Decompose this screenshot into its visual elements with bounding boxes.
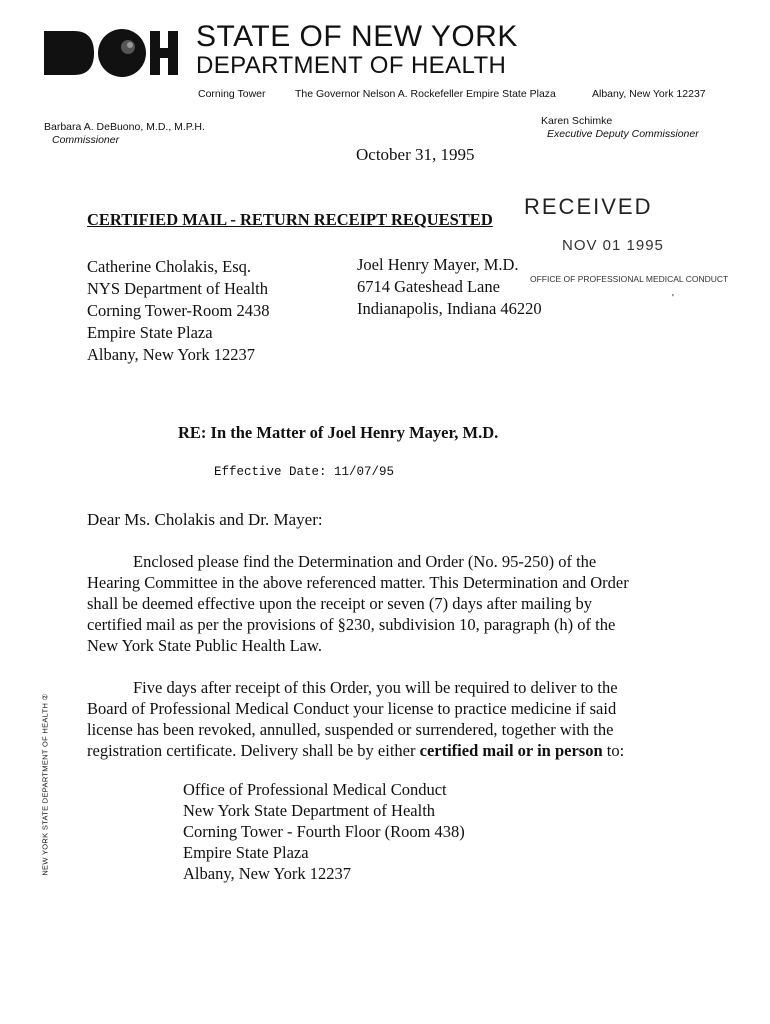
received-stamp: RECEIVED (524, 194, 653, 219)
paragraph-line: shall be deemed effective upon the receipt or seven (7) days after mailing by (87, 594, 593, 613)
stray-mark: ' (672, 293, 674, 304)
recipient-right-line: Indianapolis, Indiana 46220 (357, 299, 542, 318)
delivery-method-emphasis: certified mail or in person (419, 741, 603, 760)
recipient-right (357, 254, 542, 320)
address-city: Albany, New York 12237 (592, 88, 706, 100)
office-address-line: Office of Professional Medical Conduct (183, 780, 447, 799)
paragraph-line: Board of Professional Medical Conduct your license to practice medicine if said (87, 699, 617, 718)
paragraph-2 (87, 677, 677, 761)
deputy-name: Karen Schimke (541, 115, 613, 127)
recipient-right-line: Joel Henry Mayer, M.D. (357, 255, 519, 274)
recipient-right-line: 6714 Gateshead Lane (357, 277, 500, 296)
office-address-line: New York State Department of Health (183, 801, 436, 820)
paragraph-line: Five days after receipt of this Order, you will be required to deliver to the (133, 678, 618, 697)
paragraph-1 (87, 551, 677, 656)
paragraph-line: certified mail as per the provisions of §230, subdivision 10, paragraph (h) of the (87, 615, 616, 634)
salutation: Dear Ms. Cholakis and Dr. Mayer: (87, 510, 323, 529)
office-address-line: Corning Tower - Fourth Floor (Room 438) (183, 822, 465, 841)
recipient-left-line: Albany, New York 12237 (87, 345, 256, 364)
paragraph-text: to: (602, 741, 625, 760)
address-plaza: The Governor Nelson A. Rockefeller Empire State Plaza (295, 88, 556, 100)
recipient-left-line: NYS Department of Health (87, 279, 268, 298)
received-stamp-office: OFFICE OF PROFESSIONAL MEDICAL CONDUCT (530, 274, 729, 284)
department-heading: DEPARTMENT OF HEALTH (196, 52, 507, 79)
deputy-title: Executive Deputy Commissioner (547, 128, 699, 140)
recipient-left-line: Catherine Cholakis, Esq. (87, 257, 252, 276)
paragraph-line: Enclosed please find the Determination and Order (No. 95-250) of the (133, 552, 597, 571)
re-line: RE: In the Matter of Joel Henry Mayer, M.D. (178, 423, 499, 442)
recipient-left-line: Corning Tower-Room 2438 (87, 301, 270, 320)
office-address-line: Empire State Plaza (183, 843, 309, 862)
effective-date: Effective Date: 11/07/95 (214, 465, 395, 479)
paragraph-line: Hearing Committee in the above referenced matter. This Determination and Order (87, 573, 629, 592)
commissioner-title: Commissioner (52, 134, 120, 146)
office-address (183, 779, 465, 884)
state-heading: STATE OF NEW YORK (196, 20, 518, 53)
received-stamp-date: NOV 01 1995 (562, 237, 664, 254)
paragraph-line: New York State Public Health Law. (87, 636, 322, 655)
doh-logo (42, 27, 182, 79)
office-address-line: Albany, New York 12237 (183, 864, 352, 883)
paragraph-line (87, 740, 677, 761)
paragraph-line: license has been revoked, annulled, suspended or surrendered, together with the (87, 720, 614, 739)
recipient-left (87, 256, 269, 366)
address-tower: Corning Tower (198, 88, 266, 100)
recipient-left-line: Empire State Plaza (87, 323, 213, 342)
letter-date: October 31, 1995 (356, 145, 475, 164)
commissioner-name: Barbara A. DeBuono, M.D., M.P.H. (44, 121, 205, 133)
paragraph-text: registration certificate. Delivery shall be by either (87, 741, 420, 760)
side-margin-label: NEW YORK STATE DEPARTMENT OF HEALTH ② (40, 693, 50, 876)
certified-mail-heading: CERTIFIED MAIL - RETURN RECEIPT REQUESTED (87, 210, 493, 229)
